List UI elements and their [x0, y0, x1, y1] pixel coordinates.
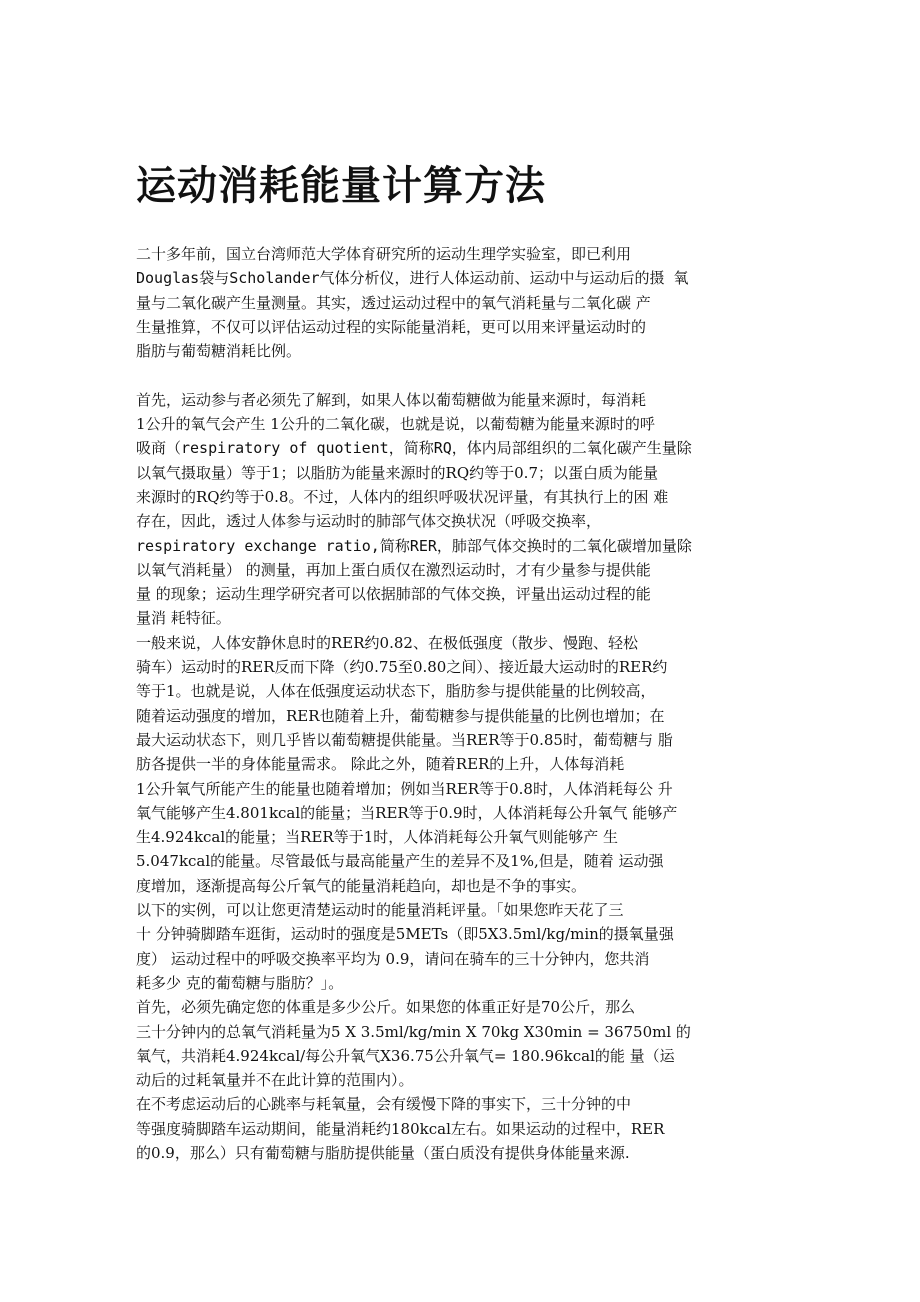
- text-line: respiratory exchange ratio,简称RER，肺部气体交换时的二氧化碳增加量除: [136, 536, 692, 555]
- text-line: 一般来说，人体安静休息时的RER约0.82、在极低强度（散步、慢跑、轻松: [136, 633, 638, 652]
- text-line: 1公升氧气所能产生的能量也随着增加；例如当RER等于0.8时，人体消耗每公 升: [136, 779, 673, 798]
- text-line: 量消 耗特征。: [136, 609, 231, 628]
- text-line: 的0.9，那么）只有葡萄糖与脂肪提供能量（蛋白质没有提供身体能量来源.: [136, 1143, 630, 1162]
- text-line: 最大运动状态下，则几乎皆以葡萄糖提供能量。当RER等于0.85时，葡萄糖与 脂: [136, 730, 673, 749]
- text-line: 在不考虑运动后的心跳率与耗氧量，会有缓慢下降的事实下，三十分钟的中: [136, 1095, 632, 1114]
- text-line: 动后的过耗氧量并不在此计算的范围内）。: [136, 1071, 414, 1090]
- text-line: 5.047kcal的能量。尽管最低与最高能量产生的差异不及1%,但是，随着 运动强: [136, 852, 664, 871]
- text-line: 度增加，逐渐提高每公斤氧气的能量消耗趋向，却也是不争的事实。: [136, 876, 587, 895]
- text-line: 生4.924kcal的能量；当RER等于1时，人体消耗每公升氧气则能够产 生: [136, 828, 619, 847]
- text-line: 三十分钟内的总氧气消耗量为5 X 3.5ml/kg/min X 70kg X30min = 36750ml 的: [136, 1022, 691, 1041]
- text-line: 首先，运动参与者必须先了解到，如果人体以葡萄糖做为能量来源时，每消耗: [136, 390, 647, 409]
- text-line: 度） 运动过程中的呼吸交换率平均为 0.9，请问在骑车的三十分钟内，您共消: [136, 949, 650, 968]
- text-line: 量与二氧化碳产生量测量。其实，透过运动过程中的氧气消耗量与二氧化碳 产: [136, 293, 651, 312]
- document-title: 运动消耗能量计算方法: [136, 162, 546, 209]
- document-body: [136, 242, 788, 1165]
- paragraph-gap: [136, 363, 788, 387]
- text-line: 肪各提供一半的身体能量需求。 除此之外，随着RER的上升，人体每消耗: [136, 755, 625, 774]
- text-line: 来源时的RQ约等于0.8。不过，人体内的组织呼吸状况评量，有其执行上的困 难: [136, 487, 669, 506]
- text-line: 二十多年前，国立台湾师范大学体育研究所的运动生理学实验室，即已利用: [136, 245, 632, 263]
- text-line: 以氧气摄取量）等于1；以脂肪为能量来源时的RQ约等于0.7；以蛋白质为能量: [136, 463, 658, 482]
- text-line: 生量推算，不仅可以评估运动过程的实际能量消耗，更可以用来评量运动时的: [136, 317, 647, 336]
- text-line: 耗多少 克的葡萄糖与脂肪？」。: [136, 973, 344, 992]
- text-line: 1公升的氧气会产生 1公升的二氧化碳，也就是说，以葡萄糖为能量来源时的呼: [136, 415, 655, 434]
- text-line: 存在，因此，透过人体参与运动时的肺部气体交换状况（呼吸交换率，: [136, 512, 602, 531]
- text-line: 随着运动强度的增加，RER也随着上升，葡萄糖参与提供能量的比例也增加；在: [136, 706, 665, 725]
- text-line: 量 的现象；运动生理学研究者可以依据肺部的气体交换，评量出运动过程的能: [136, 585, 651, 604]
- text-line: 以氧气消耗量） 的测量，再加上蛋白质仅在激烈运动时，才有少量参与提供能: [136, 560, 651, 579]
- text-line: 吸商（respiratory of quotient，简称RQ，体内局部组织的二氧化碳产生量除: [136, 439, 692, 458]
- text-line: 氧气，共消耗4.924kcal/每公升氧气X36.75公升氧气= 180.96kcal的能 量（运: [136, 1046, 675, 1065]
- text-line: 脂肪与葡萄糖消耗比例。: [136, 342, 302, 361]
- text-line: 首先，必须先确定您的体重是多少公斤。如果您的体重正好是70公斤，那么: [136, 998, 636, 1017]
- text-line: 十 分钟骑脚踏车逛街，运动时的强度是5METs（即5X3.5ml/kg/min的摄氧量强: [136, 925, 674, 944]
- text-line: 氧气能够产生4.801kcal的能量；当RER等于0.9时，人体消耗每公升氧气 能够产: [136, 803, 678, 822]
- text-line: 以下的实例，可以让您更清楚运动时的能量消耗评量。「如果您昨天花了三: [136, 901, 624, 920]
- text-line: Douglas袋与Scholander气体分析仪，进行人体运动前、运动中与运动后的摄 氧: [136, 269, 689, 288]
- text-line: 等强度骑脚踏车运动期间，能量消耗约180kcal左右。如果运动的过程中，RER: [136, 1119, 665, 1138]
- text-line: 等于1。也就是说，人体在低强度运动状态下，脂肪参与提供能量的比例较高，: [136, 682, 656, 701]
- text-line: 骑车）运动时的RER反而下降（约0.75至0.80之间）、接近最大运动时的RER约: [136, 658, 668, 677]
